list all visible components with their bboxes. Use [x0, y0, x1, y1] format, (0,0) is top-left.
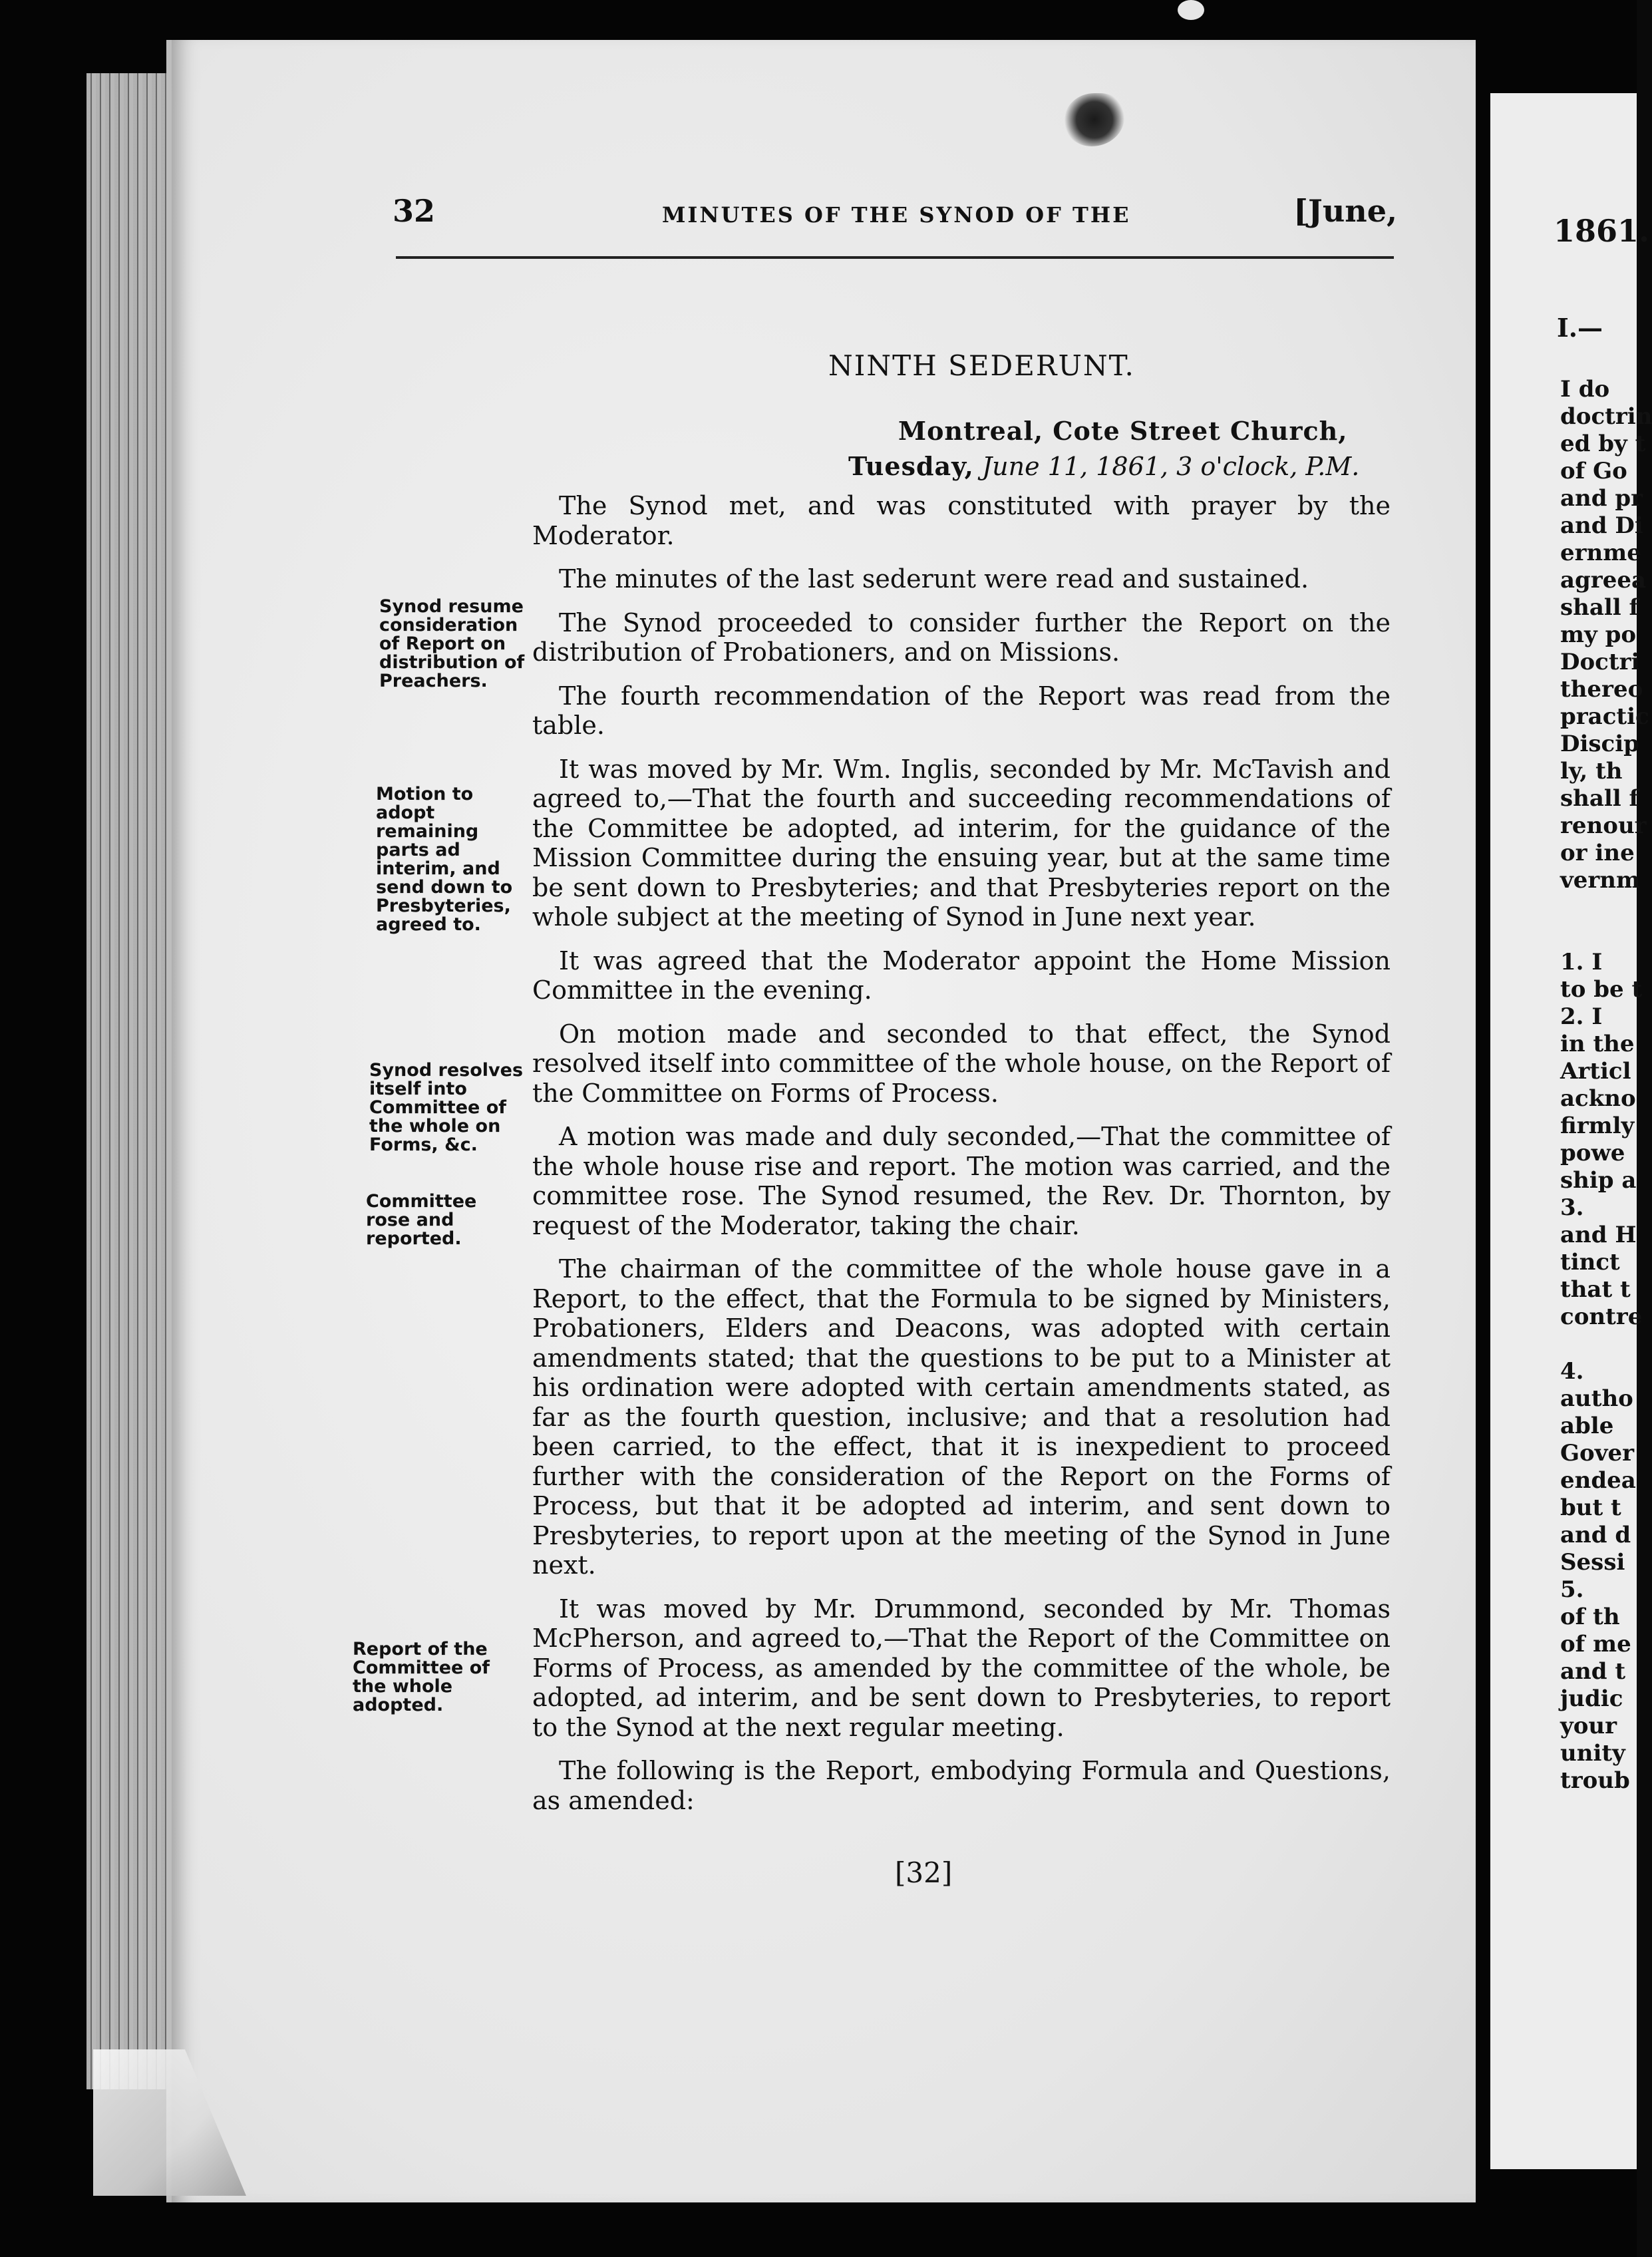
paragraph: The following is the Report, embodying Formula and Questions, as amended:	[532, 1756, 1391, 1815]
header-rule	[396, 256, 1394, 259]
date-line	[848, 451, 1359, 481]
running-header	[393, 193, 1397, 233]
sidenote: Committee rose and reported.	[366, 1191, 477, 1249]
paragraph: The chairman of the committee of the whole house gave in a Report, to the effect, that the Formula to be signed by Ministers, Probationers, Elders and Deacons, was adopted with certain amendments stated; that the questions to be put to a Minister at his ordination were adopted with certain amendments stated, as far as the fourth question, inclusive; and that a resolution had been carried, to the effect, that it is inexpedient to proceed further with the consideration of the Report on the Forms of Process, but that it be adopted ad interim, and sent down to Presbyteries, to report upon at the meeting of the Synod in June next.	[532, 1254, 1391, 1580]
sidenote: Synod resolves itself into Committee of the whole on Forms, &c.	[369, 1060, 524, 1155]
paragraph: It was moved by Mr. Wm. Inglis, seconded by Mr. McTavish and agreed to,—That the fourth and succeeding recommendations of the Committee be adopted, ad interim, for the guidance of the Mission Committee during the ensuing year, but at the same time be sent down to Presbyteries; and that Presbyteries report on the whole subject at the meeting of Synod in June next year.	[532, 754, 1391, 932]
date-prefix: Tuesday,	[848, 451, 974, 481]
sidenote: Synod resume consideration of Report on distribution of Preachers.	[379, 596, 525, 691]
location-line: Montreal, Cote Street Church,	[898, 416, 1348, 446]
paragraph: The Synod met, and was constituted with prayer by the Moderator.	[532, 491, 1391, 550]
right-page-text: I do doctrin ed by t of Go and pr and Di ernme agreea shall f my po Doctri thereo practic Discip ly, th shall f renour or ine vernm 1. I to be t 2. I in the Articl ackno firmly powe ship a 3. and H tinct that t contre 4. autho able Gover endea but t and d Sessi 5. of th of me and t judic your unity troub	[1560, 376, 1652, 1794]
sidenote: Report of the Committee of the whole adopted.	[353, 1639, 490, 1715]
right-page-heading: I.—	[1557, 313, 1603, 343]
paragraph: The Synod proceeded to consider further the Report on the distribution of Probationers, and on Missions.	[532, 608, 1391, 667]
section-title: NINTH SEDERUNT.	[828, 349, 1135, 382]
date-rest: June 11, 1861, 3 o'clock, P.M.	[973, 452, 1360, 481]
paragraph: The fourth recommendation of the Report was read from the table.	[532, 681, 1391, 740]
paragraph: It was moved by Mr. Drummond, seconded by Mr. Thomas McPherson, and agreed to,—That the Report of the Committee on Forms of Process, as amended by the committee of the whole, be adopted, ad interim, and be sent down to Presbyteries, to report to the Synod at the next regular meeting.	[532, 1594, 1391, 1742]
running-title: MINUTES OF THE SYNOD OF THE	[662, 202, 1131, 228]
sidenote: Motion to adopt remaining parts ad interim, and send down to Presbyteries, agreed to.	[376, 784, 513, 935]
folio: [32]	[895, 1856, 953, 1889]
minutes-body	[532, 491, 1391, 1829]
paragraph: A motion was made and duly seconded,—That the committee of the whole house rise and report. The motion was carried, and the committee rose. The Synod resumed, the Rev. Dr. Thornton, by request of the Moderator, taking the chair.	[532, 1122, 1391, 1240]
page-number: 32	[393, 193, 436, 229]
book-page-edges	[86, 73, 166, 2089]
scan-speck	[1178, 0, 1204, 20]
running-date: [June,	[1293, 193, 1397, 229]
paragraph: It was agreed that the Moderator appoint the Home Mission Committee in the evening.	[532, 946, 1391, 1005]
right-page-year: 1861.	[1554, 213, 1650, 249]
paragraph: The minutes of the last sederunt were read and sustained.	[559, 564, 1309, 594]
paragraph: On motion made and seconded to that effect, the Synod resolved itself into committee of the whole house, on the Report of the Committee on Forms of Process.	[532, 1019, 1391, 1108]
